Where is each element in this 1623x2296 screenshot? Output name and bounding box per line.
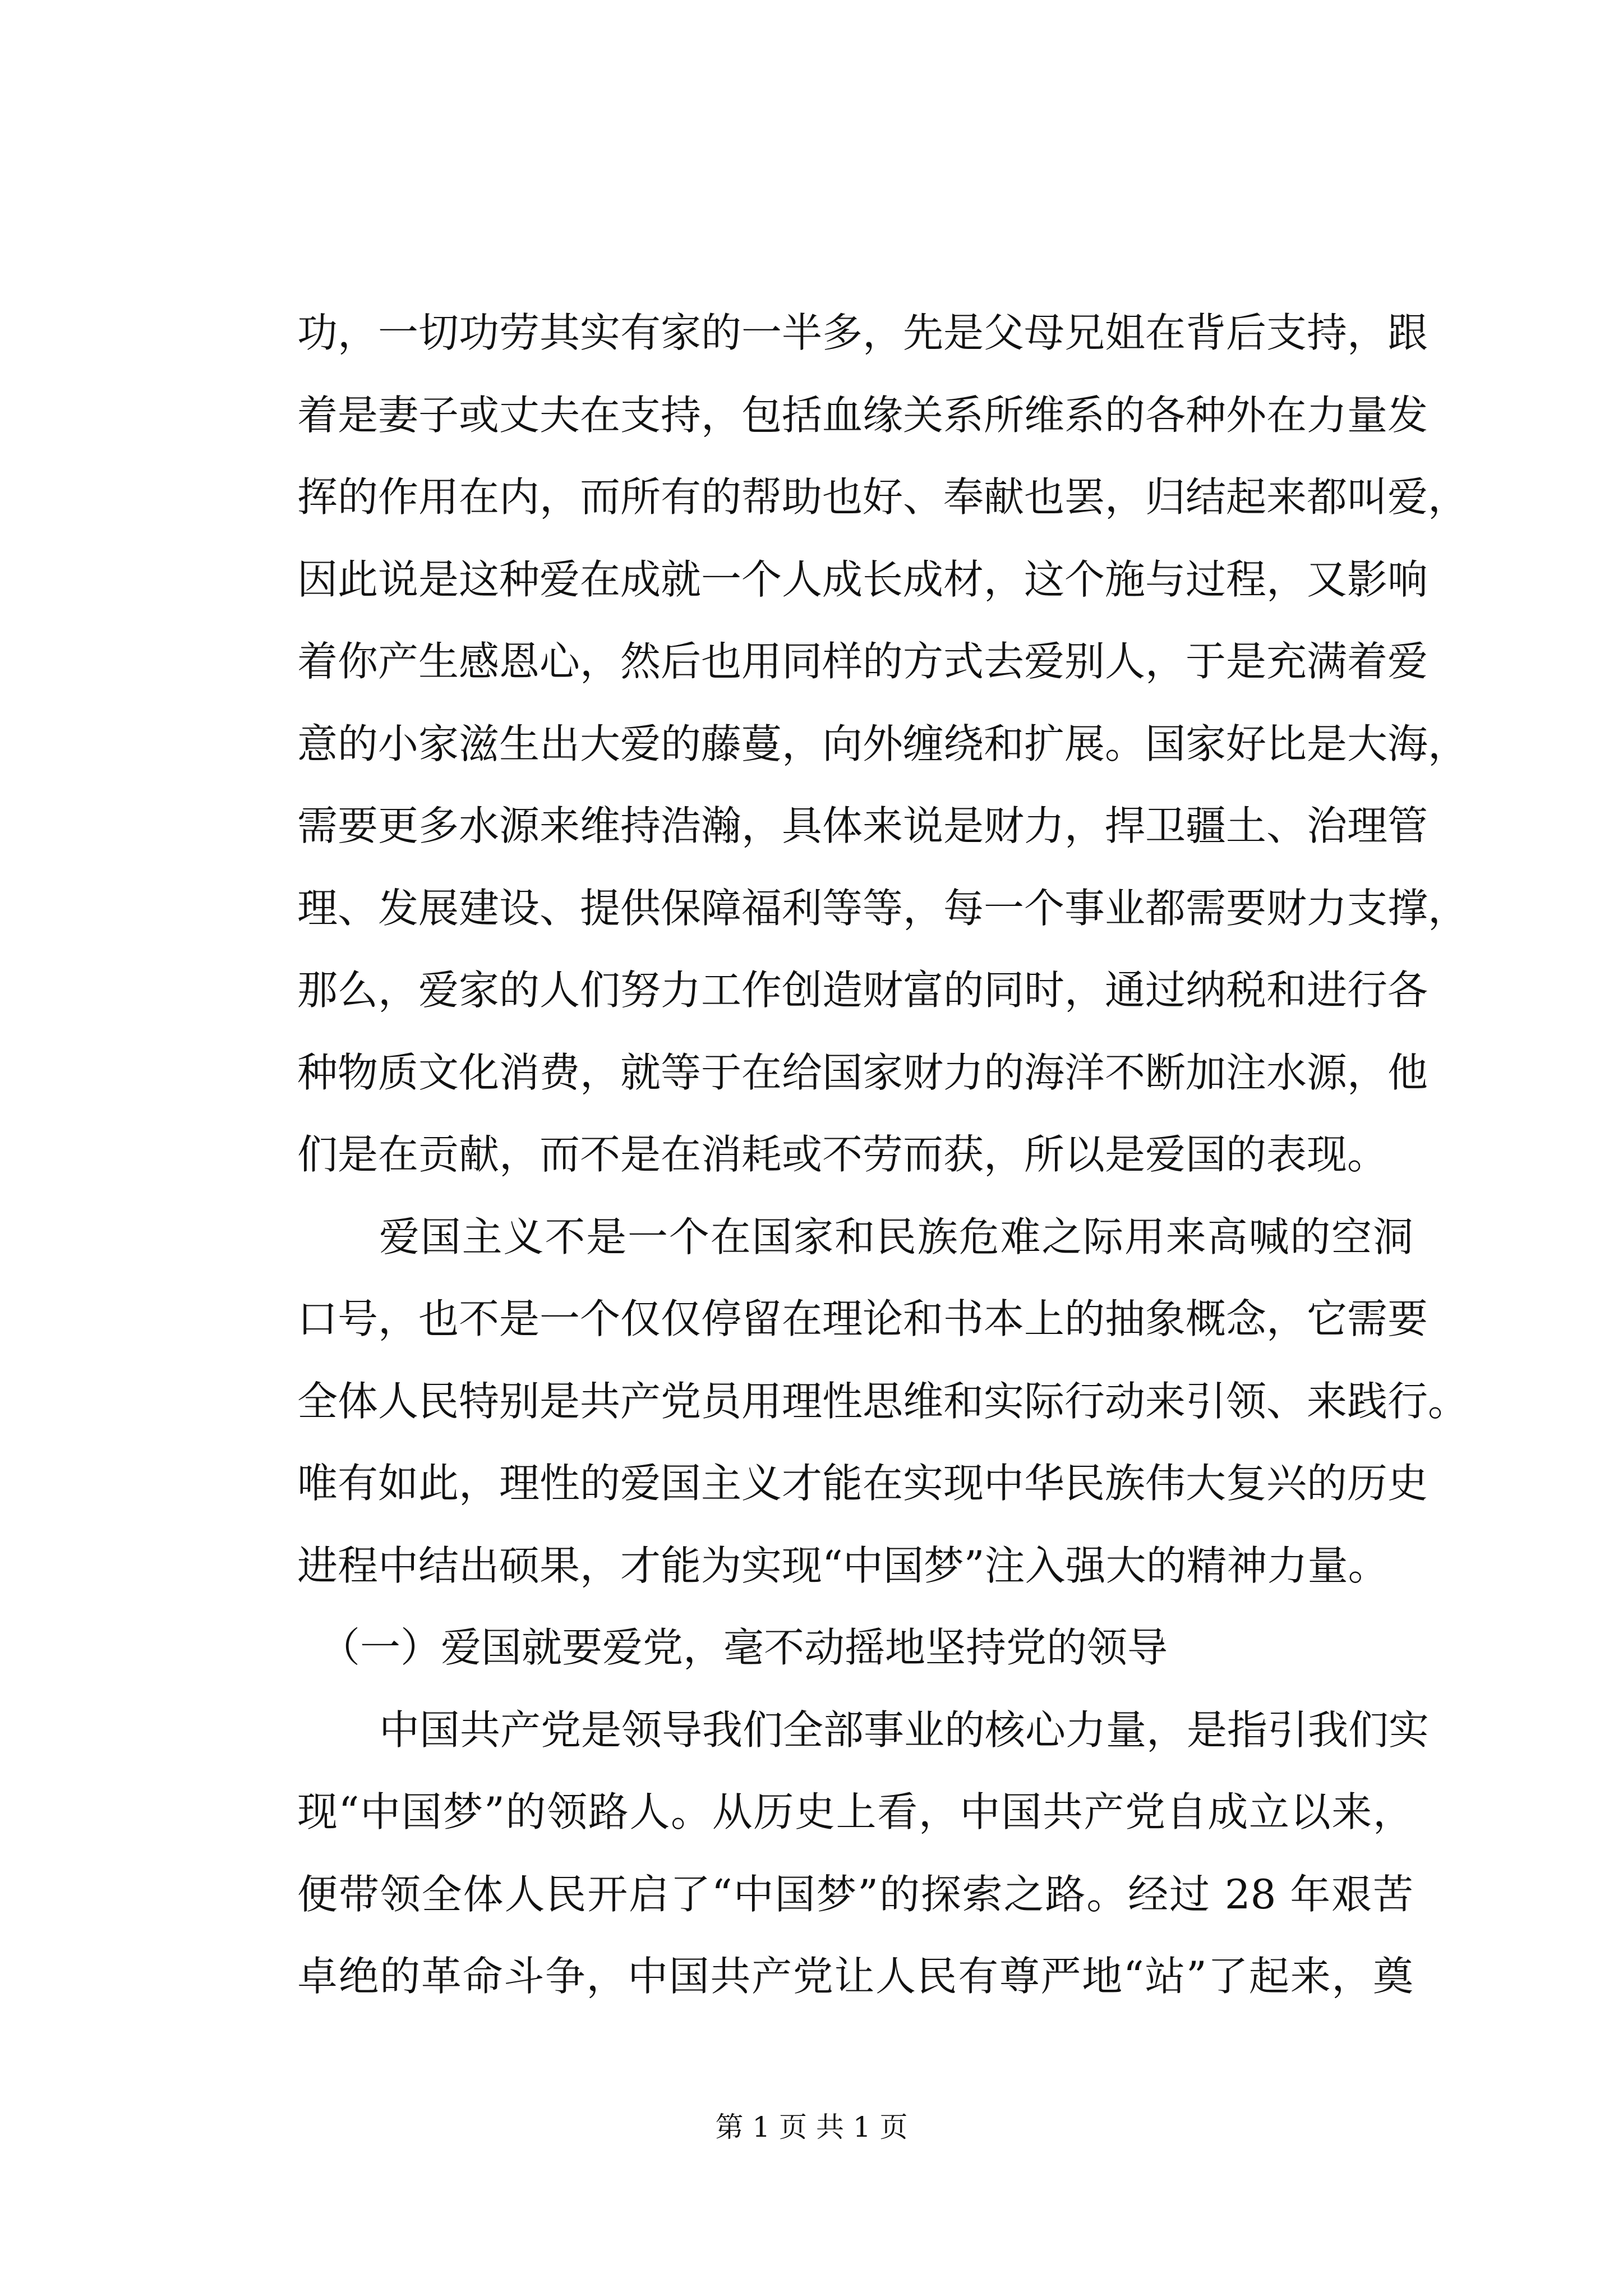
text-line: 着是妻子或丈夫在支持，包括血缘关系所维系的各种外在力量发 bbox=[297, 391, 1428, 439]
text-line: 便带领全体人民开启了“中国梦”的探索之路。经过 28 年艰苦 bbox=[297, 1870, 1413, 1918]
text-line: 们是在贡献，而不是在消耗或不劳而获，所以是爱国的表现。 bbox=[297, 1131, 1388, 1178]
page-footer: 第 1 页 共 1 页 bbox=[715, 2111, 908, 2143]
paragraph-first-line: 爱国主义不是一个在国家和民族危难之际用来高喊的空洞 bbox=[379, 1213, 1413, 1260]
text-line: 种物质文化消费，就等于在给国家财力的海洋不断加注水源，他 bbox=[297, 1048, 1428, 1096]
text-line: 进程中结出硕果，才能为实现“中国梦”注入强大的精神力量。 bbox=[297, 1542, 1389, 1589]
text-line: 因此说是这种爱在成就一个人成长成材，这个施与过程，又影响 bbox=[297, 555, 1428, 603]
text-line: 需要更多水源来维持浩瀚，具体来说是财力，捍卫疆土、治理管 bbox=[297, 802, 1428, 849]
section-heading-text: （一）爱国就要爱党，毫不动摇地坚持党的领导 bbox=[320, 1624, 1168, 1671]
text-line: 理、发展建设、提供保障福利等等，每一个事业都需要财力支撑， bbox=[297, 884, 1469, 932]
text-line: 挥的作用在内，而所有的帮助也好、奉献也罢，归结起来都叫爱， bbox=[297, 473, 1469, 521]
text-line: 口号，也不是一个仅仅停留在理论和书本上的抽象概念，它需要 bbox=[297, 1295, 1428, 1342]
text-line: 全体人民特别是共产党员用理性思维和实际行动来引领、来践行。 bbox=[297, 1377, 1469, 1425]
text-line: 意的小家滋生出大爱的藤蔓，向外缠绕和扩展。国家好比是大海， bbox=[297, 720, 1469, 767]
text-line: 着你产生感恩心，然后也用同样的方式去爱别人，于是充满着爱 bbox=[297, 638, 1428, 685]
text-line: 那么，爱家的人们努力工作创造财富的同时，通过纳税和进行各 bbox=[297, 967, 1428, 1014]
paragraph-first-line: 中国共产党是领导我们全部事业的核心力量，是指引我们实 bbox=[379, 1706, 1430, 1754]
text-line: 功，一切功劳其实有家的一半多，先是父母兄姐在背后支持，跟 bbox=[297, 309, 1428, 356]
document-body bbox=[297, 292, 1469, 2018]
text-line: 现“中国梦”的领路人。从历史上看，中国共产党自成立以来， bbox=[297, 1788, 1413, 1835]
text-line: 卓绝的革命斗争，中国共产党让人民有尊严地“站”了起来，奠 bbox=[297, 1953, 1413, 2000]
text-line: 唯有如此，理性的爱国主义才能在实现中华民族伟大复兴的历史 bbox=[297, 1460, 1428, 1507]
section-heading bbox=[297, 1607, 1413, 1689]
